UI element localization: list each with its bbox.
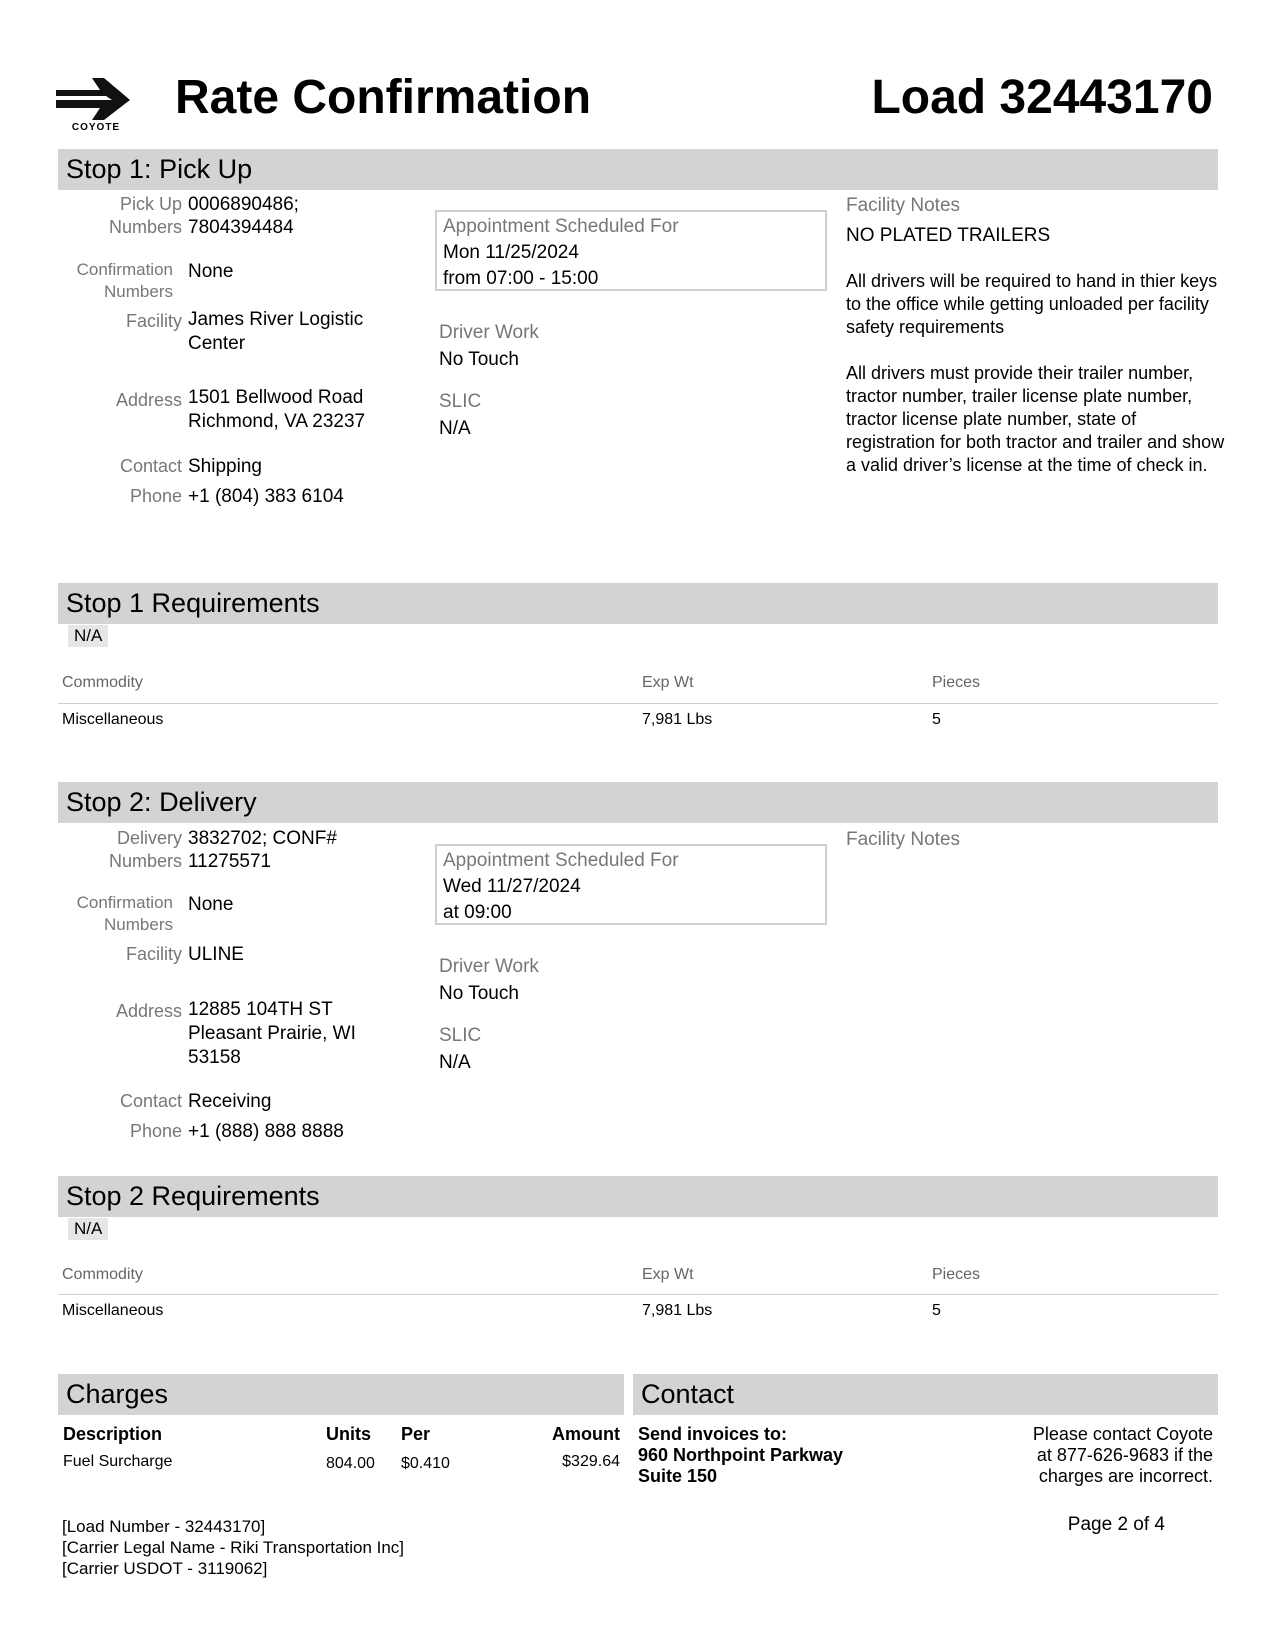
stop1-appointment-title: Appointment Scheduled For	[443, 216, 679, 237]
page-number: Page 2 of 4	[1067, 1514, 1165, 1535]
contact-note-line1: Please contact Coyote	[1032, 1424, 1213, 1444]
stop2-confirmation-value: None	[188, 894, 234, 915]
stop1-phone-label: Phone	[129, 486, 182, 506]
stop2-slic-value: N/A	[439, 1052, 471, 1073]
stop2-heading: Stop 2: Delivery	[58, 782, 1218, 823]
stop1-numbers-label-1: Pick Up	[119, 194, 182, 214]
contact-heading: Contact	[633, 1374, 1218, 1415]
stop2-commodity-value: Miscellaneous	[62, 1302, 164, 1319]
stop1-col-exp-wt: Exp Wt	[642, 674, 694, 691]
stop2-facility-notes-label: Facility Notes	[846, 829, 961, 850]
stop2-phone-value: +1 (888) 888 8888	[188, 1121, 344, 1142]
stop1-confirmation-value: None	[188, 261, 234, 282]
logo-text: COYOTE	[71, 122, 121, 133]
load-number-title: Load 32443170	[871, 71, 1213, 124]
stop1-confirmation-label-2: Numbers	[104, 282, 173, 301]
contact-address-line1: 960 Northpoint Parkway	[638, 1445, 844, 1465]
stop2-col-pieces: Pieces	[932, 1266, 981, 1283]
charges-heading: Charges	[58, 1374, 624, 1415]
stop2-confirmation-label-2: Numbers	[104, 915, 173, 934]
stop1-exp-wt-value: 7,981 Lbs	[642, 711, 713, 728]
stop1-requirements-tag: N/A	[68, 625, 108, 647]
stop2-phone-label: Phone	[129, 1121, 182, 1141]
stop1-appointment-date: Mon 11/25/2024	[443, 242, 579, 263]
stop1-facility-note-1: NO PLATED TRAILERS	[846, 225, 1051, 246]
stop1-slic-value: N/A	[439, 418, 471, 439]
coyote-logo	[56, 74, 136, 136]
charge-units: 804.00	[326, 1455, 375, 1472]
contact-send-label: Send invoices to:	[638, 1424, 788, 1444]
stop2-requirements-tag: N/A	[68, 1218, 108, 1240]
stop2-driver-work-label: Driver Work	[439, 956, 539, 977]
stop2-numbers-value-2: 11275571	[188, 851, 272, 872]
stop2-address-label: Address	[115, 1001, 182, 1021]
charge-per: $0.410	[401, 1455, 450, 1472]
charge-description: Fuel Surcharge	[63, 1453, 173, 1470]
stop1-col-pieces: Pieces	[932, 674, 981, 691]
stop2-contact-value: Receiving	[188, 1091, 272, 1112]
stop1-driver-work-value: No Touch	[439, 349, 519, 370]
contact-note-line3: charges are incorrect.	[1038, 1466, 1213, 1486]
stop1-numbers-label-2: Numbers	[108, 217, 182, 237]
stop2-numbers-label-2: Numbers	[108, 851, 182, 871]
stop1-facility-value-2: Center	[188, 333, 246, 354]
charges-col-description: Description	[63, 1424, 163, 1444]
stop2-slic-label: SLIC	[439, 1025, 482, 1046]
contact-address-line2: Suite 150	[638, 1466, 718, 1486]
stop1-facility-notes-label: Facility Notes	[846, 195, 961, 216]
coyote-logo-mark	[56, 74, 136, 122]
stop2-address-value-3: 53158	[188, 1047, 241, 1068]
stop1-address-value-2: Richmond, VA 23237	[188, 411, 366, 432]
stop2-table-divider	[58, 1294, 1218, 1295]
stop1-facility-note-2: All drivers will be required to hand in thier keys to the office while getting unloaded per facility safety requirements	[846, 271, 1218, 337]
stop2-appointment-box	[435, 844, 827, 925]
stop2-address-value-2: Pleasant Prairie, WI	[188, 1023, 356, 1044]
stop1-requirements-heading: Stop 1 Requirements	[58, 583, 1218, 624]
contact-note	[1033, 1424, 1213, 1487]
stop1-facility-label: Facility	[125, 311, 182, 331]
stop1-commodity-value: Miscellaneous	[62, 711, 164, 728]
charges-col-amount: Amount	[552, 1424, 620, 1444]
stop2-col-commodity: Commodity	[62, 1266, 143, 1283]
stop2-numbers-value-1: 3832702; CONF#	[188, 828, 337, 849]
stop1-phone-value: +1 (804) 383 6104	[188, 486, 344, 507]
footer-carrier-name: [Carrier Legal Name - Riki Transportation Inc]	[62, 1538, 405, 1557]
stop1-contact-label: Contact	[119, 456, 182, 476]
stop1-slic-label: SLIC	[439, 391, 482, 412]
stop1-table-divider	[58, 703, 1218, 704]
stop1-appointment-time: from 07:00 - 15:00	[443, 268, 599, 289]
stop1-numbers-value-2: 7804394484	[188, 217, 294, 238]
stop2-appointment-date: Wed 11/27/2024	[443, 876, 581, 897]
stop1-col-commodity: Commodity	[62, 674, 143, 691]
stop2-address-value-1: 12885 104TH ST	[188, 999, 333, 1020]
stop2-col-exp-wt: Exp Wt	[642, 1266, 694, 1283]
charge-amount: $329.64	[562, 1453, 620, 1470]
stop2-requirements-heading: Stop 2 Requirements	[58, 1176, 1218, 1217]
stop1-facility-value-1: James River Logistic	[188, 309, 364, 330]
stop2-facility-label: Facility	[125, 944, 182, 964]
stop2-appointment-time: at 09:00	[443, 902, 512, 923]
contact-note-line2: at 877-626-9683 if the	[1036, 1445, 1213, 1465]
stop1-pieces-value: 5	[932, 711, 941, 728]
stop1-appointment-box	[435, 210, 827, 291]
footer-info	[62, 1516, 404, 1579]
stop2-contact-label: Contact	[119, 1091, 182, 1111]
stop1-facility-notes	[846, 224, 1226, 500]
stop2-facility-value-1: ULINE	[188, 944, 244, 965]
contact-invoice-address	[638, 1424, 843, 1487]
charges-col-per: Per	[401, 1424, 431, 1444]
stop1-facility-note-3: All drivers must provide their trailer number, tractor number, trailer license plate number, tractor license plate number, state of registration for both tractor and trailer and show a valid driver’s license at the time of check in.	[846, 363, 1225, 475]
stop1-heading: Stop 1: Pick Up	[58, 149, 1218, 190]
footer-carrier-usdot: [Carrier USDOT - 3119062]	[62, 1559, 268, 1578]
footer-load-number: [Load Number - 32443170]	[62, 1517, 266, 1536]
charges-col-units: Units	[326, 1424, 371, 1444]
stop2-pieces-value: 5	[932, 1302, 941, 1319]
stop2-driver-work-value: No Touch	[439, 983, 519, 1004]
stop1-contact-value: Shipping	[188, 456, 262, 477]
document-title: Rate Confirmation	[175, 71, 592, 124]
stop1-address-value-1: 1501 Bellwood Road	[188, 387, 364, 408]
stop1-confirmation-label-1: Confirmation	[76, 260, 173, 279]
stop2-confirmation-label-1: Confirmation	[76, 893, 173, 912]
stop2-exp-wt-value: 7,981 Lbs	[642, 1302, 713, 1319]
stop1-numbers-value-1: 0006890486;	[188, 194, 299, 215]
stop1-driver-work-label: Driver Work	[439, 322, 539, 343]
stop2-numbers-label-1: Delivery	[116, 828, 182, 848]
stop1-address-label: Address	[115, 390, 182, 410]
stop2-appointment-title: Appointment Scheduled For	[443, 850, 679, 871]
